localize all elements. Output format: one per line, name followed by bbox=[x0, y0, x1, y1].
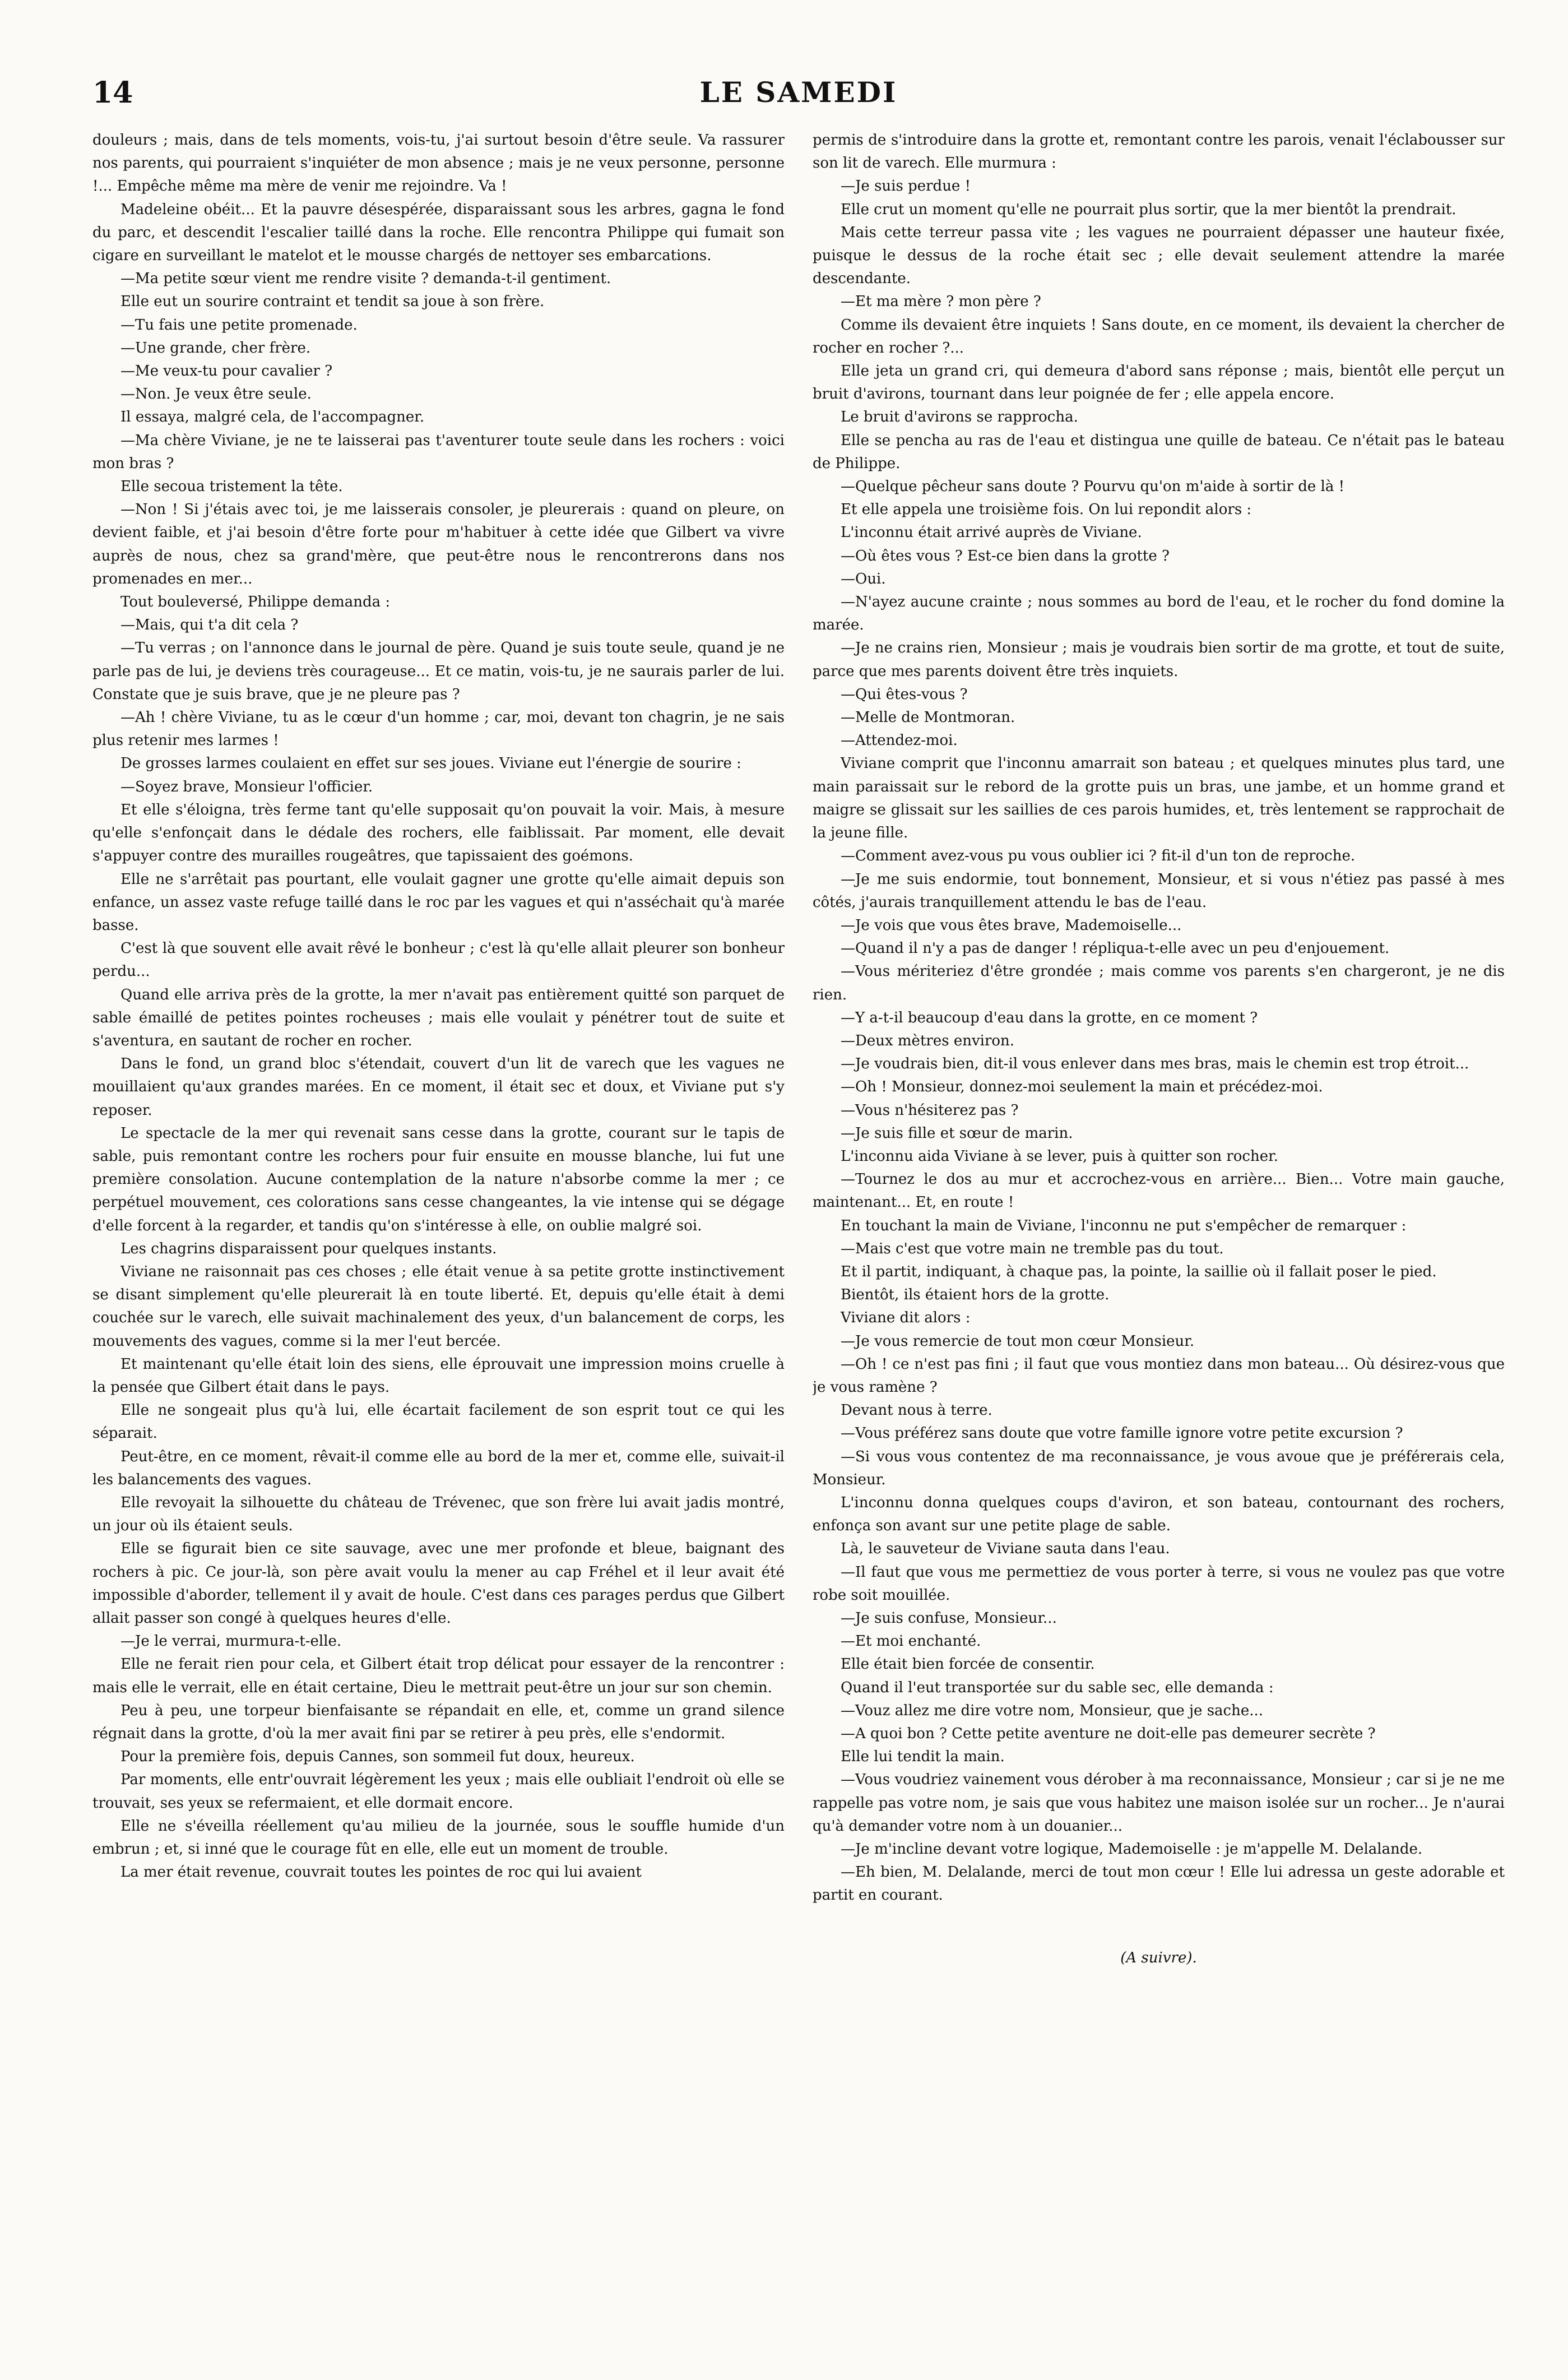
paragraph: —Ma chère Viviane, je ne te laisserai pas t'aventurer toute seule dans les rochers : voici mon bras ? bbox=[92, 432, 785, 472]
paragraph: Et maintenant qu'elle était loin des siens, elle éprouvait une impression moins cruelle à la pensée que Gilbert était dans le pays. bbox=[92, 1355, 785, 1396]
paragraph: —Je vois que vous êtes brave, Mademoiselle... bbox=[841, 916, 1182, 934]
paragraph: —Attendez-moi. bbox=[841, 732, 958, 749]
paragraph: —Deux mètres environ. bbox=[841, 1032, 1015, 1049]
paragraph: permis de s'introduire dans la grotte et, remontant contre les parois, venait l'éclabousser sur son lit de varech. Elle murmura : bbox=[813, 132, 1505, 172]
paragraph: Peu à peu, une torpeur bienfaisante se répandait en elle, et, comme un grand silence régnait dans la grotte, d'où la mer avait fini par se retirer à peu près, elle s'endormit. bbox=[92, 1702, 785, 1743]
page-number: 14 bbox=[92, 76, 133, 110]
paragraph: —Non. Je veux être seule. bbox=[120, 386, 312, 403]
paragraph: Elle jeta un grand cri, qui demeura d'abord sans réponse ; mais, bientôt elle perçut un bruit d'avirons, tournant dans leur poignée de fer ; elle appela encore. bbox=[813, 363, 1505, 403]
paragraph: L'inconnu aida Viviane à se lever, puis à quitter son rocher. bbox=[841, 1147, 1278, 1165]
paragraph: —Je ne crains rien, Monsieur ; mais je voudrais bien sortir de ma grotte, et tout de suite, parce que mes parents doivent être très inquiets. bbox=[813, 640, 1505, 680]
paragraph: —Je le verrai, murmura-t-elle. bbox=[120, 1633, 342, 1650]
paragraph: —N'ayez aucune crainte ; nous sommes au bord de l'eau, et le rocher du fond domine la marée. bbox=[813, 594, 1505, 634]
paragraph: Par moments, elle entr'ouvrait légèrement les yeux ; mais elle oubliait l'endroit où elle se trouvait, ses yeux se refermaient, et elle dormait encore. bbox=[92, 1771, 785, 1812]
paragraph: —Je vous remercie de tout mon cœur Monsieur. bbox=[841, 1332, 1195, 1350]
paragraph: —Vouz allez me dire votre nom, Monsieur, que je sache... bbox=[841, 1702, 1264, 1719]
paragraph: —Vous mériteriez d'être grondée ; mais comme vos parents s'en chargeront, je ne dis rien. bbox=[813, 963, 1505, 1003]
paragraph: —Vous voudriez vainement vous dérober à ma reconnaissance, Monsieur ; car si je ne me rappelle pas votre nom, je sais que vous habitez une maison isolée sur un rocher... Je n'aurai qu'à demander votre nom à un douanier... bbox=[813, 1771, 1505, 1835]
paragraph: Elle ne songeait plus qu'à lui, elle écartait facilement de son esprit tout ce qui les séparait. bbox=[92, 1402, 785, 1442]
paragraph: douleurs ; mais, dans de tels moments, vois-tu, j'ai surtout besoin d'être seule. Va rassurer nos parents, qui pourraient s'inquiéter de mon absence ; mais je ne veux personne, personne !... Empêche même ma mère de venir me rejoindre. Va ! bbox=[92, 132, 785, 195]
paragraph: Elle ne ferait rien pour cela, et Gilbert était trop délicat pour essayer de la rencontrer : mais elle le verrait, elle en était certaine, Dieu le mettrait peut-être un jour sur son chemin. bbox=[92, 1656, 785, 1696]
paragraph: Comme ils devaient être inquiets ! Sans doute, en ce moment, ils devaient la chercher de rocher en rocher ?... bbox=[813, 316, 1505, 356]
paragraph: —Soyez brave, Monsieur l'officier. bbox=[120, 778, 373, 795]
paragraph: C'est là que souvent elle avait rêvé le bonheur ; c'est là qu'elle allait pleurer son bonheur perdu... bbox=[92, 940, 785, 980]
paragraph: Elle lui tendit la main. bbox=[841, 1748, 1005, 1766]
paragraph: —Je m'incline devant votre logique, Mademoiselle : je m'appelle M. Delalande. bbox=[841, 1841, 1423, 1858]
paragraph: Elle revoyait la silhouette du château de Trévenec, que son frère lui avait jadis montré, un jour où ils étaient seuls. bbox=[92, 1494, 785, 1535]
paragraph: Et il partit, indiquant, à chaque pas, la pointe, la saillie où il fallait poser le pied. bbox=[841, 1263, 1437, 1280]
paragraph: —Une grande, cher frère. bbox=[120, 339, 311, 356]
paragraph: Viviane ne raisonnait pas ces choses ; elle était venue à sa petite grotte instinctivement se disant simplement qu'elle pleurerait là en toute liberté. Et, depuis qu'elle était à demi couchée sur le varech, elle suivait machinalement des yeux, d'un balancement de corps, les mouvements des vagues, comme si la mer l'eut bercée. bbox=[92, 1263, 785, 1350]
paragraph: —Melle de Montmoran. bbox=[841, 709, 1015, 726]
paragraph: —Il faut que vous me permettiez de vous porter à terre, si vous ne voulez pas que votre robe soit mouillée. bbox=[813, 1563, 1505, 1604]
paragraph: —A quoi bon ? Cette petite aventure ne doit-elle pas demeurer secrète ? bbox=[841, 1725, 1376, 1743]
paragraph: —Tu verras ; on l'annonce dans le journal de père. Quand je suis toute seule, quand je ne parle pas de lui, je deviens très courageuse... Et ce matin, vois-tu, je ne saurais parler de lui. Constate que je suis brave, que je ne pleure pas ? bbox=[92, 640, 785, 703]
paragraph: —Je voudrais bien, dit-il vous enlever dans mes bras, mais le chemin est trop étroit... bbox=[841, 1055, 1469, 1073]
paragraph: Quand il l'eut transportée sur du sable sec, elle demanda : bbox=[841, 1679, 1274, 1696]
paragraph: —Oui. bbox=[841, 570, 886, 587]
paragraph: Bientôt, ils étaient hors de la grotte. bbox=[841, 1286, 1110, 1304]
paragraph: —Mais c'est que votre main ne tremble pas du tout. bbox=[841, 1240, 1224, 1257]
paragraph: Et elle s'éloigna, très ferme tant qu'elle supposait qu'on pouvait la voir. Mais, à mesure qu'elle s'enfonçait dans le dédale des rochers, elle faiblissait. Par moment, elle devait s'appuyer contre des murailles rougeâtres, que tapissaient des goémons. bbox=[92, 801, 785, 865]
paragraph: —Non ! Si j'étais avec toi, je me laisserais consoler, je pleurerais : quand on pleure, on devient faible, et j'ai besoin d'être forte pour m'habituer à cette idée que Gilbert va vivre auprès de nous, chez sa grand'mère, que peut-être nous le rencontrerons dans nos promenades en mer... bbox=[92, 501, 785, 587]
paragraph: —Tournez le dos au mur et accrochez-vous en arrière... Bien... Votre main gauche, maintenant... Et, en route ! bbox=[813, 1171, 1505, 1211]
paragraph: La mer était revenue, couvrait toutes les pointes de roc qui lui avaient bbox=[120, 1864, 642, 1881]
right-column bbox=[813, 129, 1505, 2304]
text-columns bbox=[92, 129, 1505, 2304]
paragraph: Elle se pencha au ras de l'eau et distingua une quille de bateau. Ce n'était pas le bateau de Philippe. bbox=[813, 432, 1505, 472]
paragraph: Et elle appela une troisième fois. On lui repondit alors : bbox=[841, 501, 1252, 518]
paragraph: —Et ma mère ? mon père ? bbox=[841, 293, 1041, 311]
paragraph: —Où êtes vous ? Est-ce bien dans la grotte ? bbox=[841, 547, 1170, 564]
paragraph: Le spectacle de la mer qui revenait sans cesse dans la grotte, courant sur le tapis de sable, puis remontant contre les rochers pour fuir ensuite en mousse blanche, lui fut une première consolation. Aucune contemplation de la nature n'absorbe comme la mer ; ce perpétuel mouvement, ces colorations sans cesse changeantes, la vie intense qui se dégage d'elle forcent à la regarder, et tandis qu'on s'intéresse à elle, on oublie malgré soi. bbox=[92, 1124, 785, 1234]
page-header bbox=[92, 76, 1505, 115]
paragraph: Mais cette terreur passa vite ; les vagues ne pourraient dépasser une hauteur fixée, puisque le dessus de la roche était sec ; elle devait seulement attendre la marée descendante. bbox=[813, 224, 1505, 288]
paragraph: Elle ne s'éveilla réellement qu'au milieu de la journée, sous le souffle humide d'un embrun ; et, si inné que le courage fût en elle, elle eut un moment de trouble. bbox=[92, 1817, 785, 1858]
paragraph: Tout bouleversé, Philippe demanda : bbox=[120, 594, 391, 611]
paragraph: Elle eut un sourire contraint et tendit sa joue à son frère. bbox=[120, 293, 545, 311]
paragraph: Le bruit d'avirons se rapprocha. bbox=[841, 409, 1078, 426]
paragraph: Elle se figurait bien ce site sauvage, avec une mer profonde et bleue, baignant des rochers à pic. Ce jour-là, son père avait voulu la mener au cap Fréhel et il leur avait été impossible d'aborder, tellement il y avait de houle. C'est dans ces parages perdus que Gilbert allait passer son congé à quelques heures d'elle. bbox=[92, 1540, 785, 1627]
paragraph: —Vous préférez sans doute que votre famille ignore votre petite excursion ? bbox=[841, 1425, 1403, 1442]
paragraph: —Mais, qui t'a dit cela ? bbox=[120, 617, 299, 634]
paragraph: Il essaya, malgré cela, de l'accompagner. bbox=[120, 409, 425, 426]
paragraph: Elle crut un moment qu'elle ne pourrait plus sortir, que la mer bientôt la prendrait. bbox=[841, 201, 1456, 218]
paragraph: Elle secoua tristement la tête. bbox=[120, 478, 343, 496]
paragraph: —Ah ! chère Viviane, tu as le cœur d'un homme ; car, moi, devant ton chagrin, je ne sais plus retenir mes larmes ! bbox=[92, 709, 785, 749]
paragraph: L'inconnu donna quelques coups d'aviron, et son bateau, contournant des rochers, enfonça son avant sur une petite plage de sable. bbox=[813, 1494, 1505, 1535]
paragraph: De grosses larmes coulaient en effet sur ses joues. Viviane eut l'énergie de sourire : bbox=[120, 755, 741, 772]
paragraph: —Je suis confuse, Monsieur... bbox=[841, 1610, 1057, 1627]
paragraph: Les chagrins disparaissent pour quelques instants. bbox=[120, 1240, 497, 1257]
paragraph: —Quand il n'y a pas de danger ! répliqua-t-elle avec un peu d'enjouement. bbox=[841, 940, 1390, 957]
paragraph: —Vous n'hésiterez pas ? bbox=[841, 1101, 1019, 1119]
paragraph: —Si vous vous contentez de ma reconnaissance, je vous avoue que je préférerais cela, Monsieur. bbox=[813, 1448, 1505, 1488]
left-column bbox=[92, 129, 785, 2304]
paragraph: Madeleine obéit... Et la pauvre désespérée, disparaissant sous les arbres, gagna le fond du parc, et descendit l'escalier taillé dans la roche. Elle rencontra Philippe qui fumait son cigare en surveillant le matelot et le mousse chargés de nettoyer ses embarcations. bbox=[92, 201, 785, 265]
paragraph: L'inconnu était arrivé auprès de Viviane. bbox=[841, 524, 1142, 541]
paragraph: —Ma petite sœur vient me rendre visite ? demanda-t-il gentiment. bbox=[120, 270, 611, 288]
paragraph: —Tu fais une petite promenade. bbox=[120, 316, 358, 334]
paragraph: Viviane comprit que l'inconnu amarrait son bateau ; et quelques minutes plus tard, une main paraissait sur le rebord de la grotte puis un bras, une jambe, et un homme grand et maigre se glissait sur les saillies de ces parois humides, et, très lentement se rapprochait de la jeune fille. bbox=[813, 755, 1505, 842]
paragraph: —Et moi enchanté. bbox=[841, 1633, 981, 1650]
paragraph: Quand elle arriva près de la grotte, la mer n'avait pas entièrement quitté son parquet de sable émaillé de petites pointes rocheuses ; mais elle voulait y pénétrer tout de suite et s'aventura, en sautant de rocher en rocher. bbox=[92, 986, 785, 1049]
paragraph: —Qui êtes-vous ? bbox=[841, 686, 968, 703]
paragraph: Peut-être, en ce moment, rêvait-il comme elle au bord de la mer et, comme elle, suivait-il les balancements des vagues. bbox=[92, 1448, 785, 1488]
paragraph: —Quelque pêcheur sans doute ? Pourvu qu'on m'aide à sortir de là ! bbox=[841, 478, 1345, 496]
paragraph: Elle était bien forcée de consentir. bbox=[841, 1656, 1095, 1673]
publication-title: LE SAMEDI bbox=[699, 76, 898, 109]
paragraph: —Oh ! Monsieur, donnez-moi seulement la main et précédez-moi. bbox=[841, 1078, 1323, 1096]
paragraph: —Oh ! ce n'est pas fini ; il faut que vous montiez dans mon bateau... Où désirez-vous que je vous ramène ? bbox=[813, 1355, 1505, 1396]
paragraph: —Comment avez-vous pu vous oublier ici ? fit-il d'un ton de reproche. bbox=[841, 848, 1356, 865]
paragraph: —Eh bien, M. Delalande, merci de tout mon cœur ! Elle lui adressa un geste adorable et partit en courant. bbox=[813, 1864, 1505, 1904]
paragraph: —Me veux-tu pour cavalier ? bbox=[120, 363, 333, 380]
paragraph: Là, le sauveteur de Viviane sauta dans l'eau. bbox=[841, 1540, 1170, 1558]
paragraph: Viviane dit alors : bbox=[841, 1309, 971, 1327]
paragraph: Elle ne s'arrêtait pas pourtant, elle voulait gagner une grotte qu'elle aimait depuis son enfance, un assez vaste refuge taillé dans le roc par les vagues et qui n'asséchait qu'à marée basse. bbox=[92, 870, 785, 934]
paragraph: En touchant la main de Viviane, l'inconnu ne put s'empêcher de remarquer : bbox=[841, 1217, 1407, 1234]
paragraph: —Je me suis endormie, tout bonnement, Monsieur, et si vous n'étiez pas passé à mes côtés, j'aurais tranquillement attendu le bas de l'eau. bbox=[813, 870, 1505, 911]
to-be-continued: (A suivre). bbox=[1120, 1949, 1197, 1966]
paragraph: —Je suis perdue ! bbox=[841, 178, 971, 195]
paragraph: Devant nous à terre. bbox=[841, 1402, 992, 1419]
paragraph: —Y a-t-il beaucoup d'eau dans la grotte, en ce moment ? bbox=[841, 1009, 1258, 1026]
paragraph: Dans le fond, un grand bloc s'étendait, couvert d'un lit de varech que les vagues ne mouillaient qu'aux grandes marées. En ce moment, il était sec et doux, et Viviane put s'y reposer. bbox=[92, 1055, 785, 1119]
paragraph: —Je suis fille et sœur de marin. bbox=[841, 1124, 1073, 1142]
paragraph: Pour la première fois, depuis Cannes, son sommeil fut doux, heureux. bbox=[120, 1748, 635, 1766]
